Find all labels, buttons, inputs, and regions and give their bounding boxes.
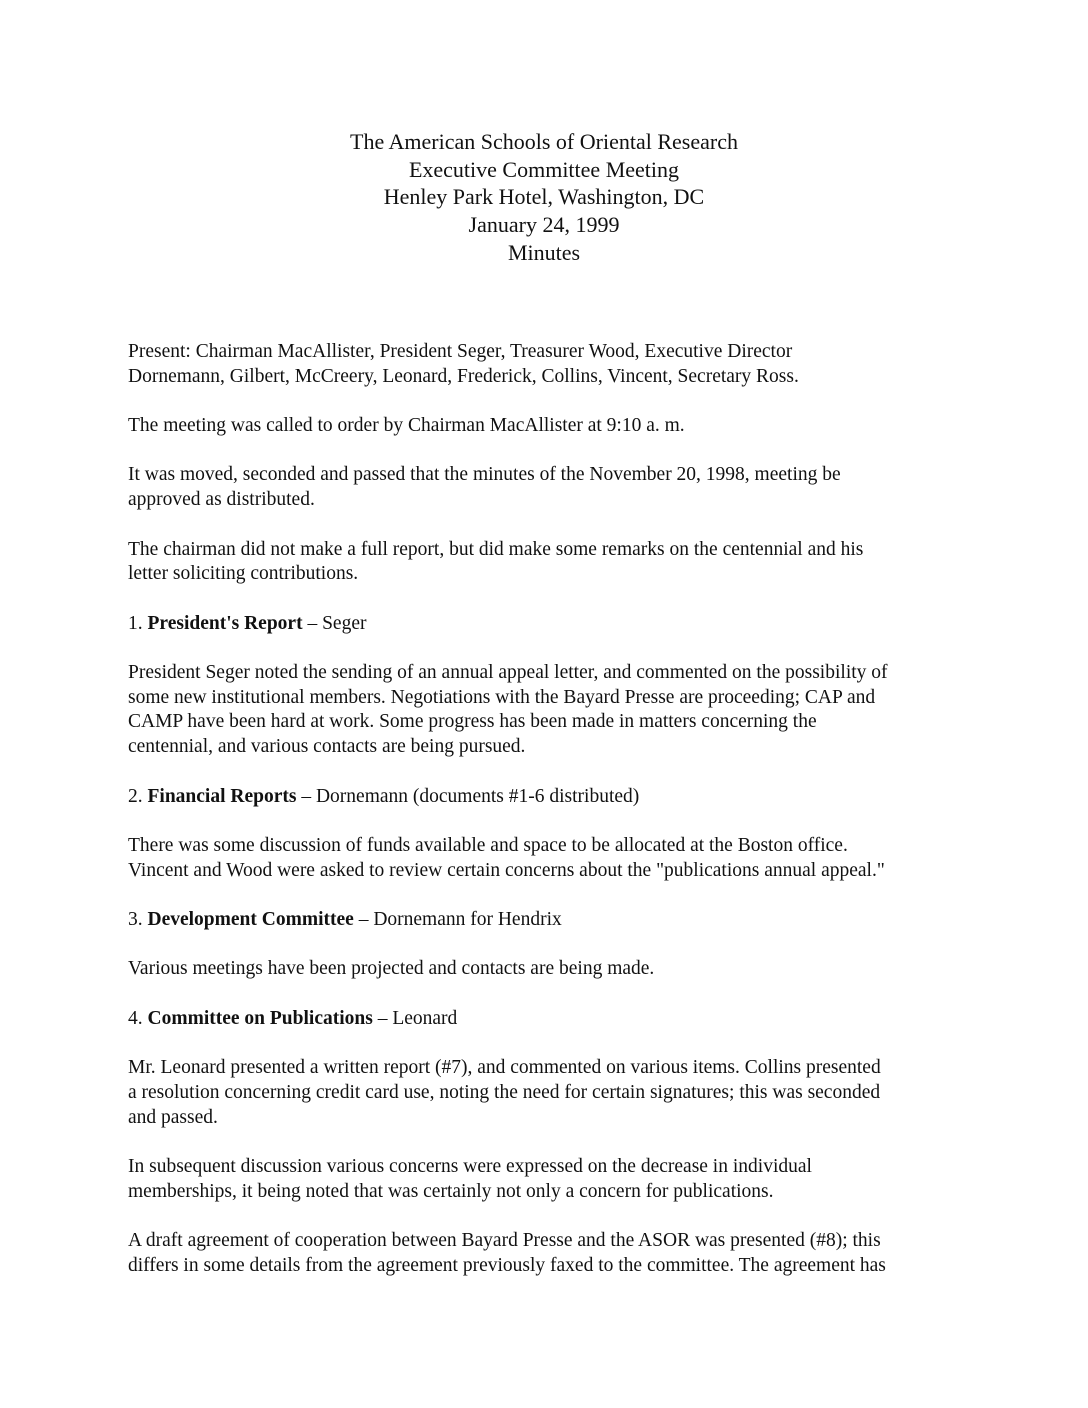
attendance-line: Dornemann, Gilbert, McCreery, Leonard, Frederick, Collins, Vincent, Secretary Ross. (128, 365, 799, 387)
section-heading-committee-on-publications (128, 1007, 973, 1032)
paragraph-line: approved as distributed. (128, 489, 315, 511)
call-to-order-text: The meeting was called to order by Chairman MacAllister at 9:10 a. m. (128, 415, 685, 437)
paragraph-line: In subsequent discussion various concerns were expressed on the decrease in individual (128, 1156, 812, 1178)
development-committee-paragraph (128, 957, 973, 982)
section-heading-financial-reports (128, 785, 973, 810)
section-number: 3. (128, 909, 148, 931)
section-heading-presidents-report (128, 612, 973, 637)
minutes-approval-paragraph (128, 463, 973, 512)
paragraph-line: Various meetings have been projected and contacts are being made. (128, 958, 655, 980)
paragraph-line: differs in some details from the agreement previously faxed to the committee. The agreement has (128, 1254, 886, 1276)
section-reporter: – Leonard (372, 1007, 458, 1029)
section-reporter: – Dornemann (documents #1-6 distributed) (296, 785, 640, 807)
section-title: Committee on Publications (147, 1007, 373, 1029)
financial-reports-paragraph (128, 834, 973, 883)
paragraph-line: a resolution concerning credit card use, noting the need for certain signatures; this was seconded (128, 1081, 881, 1103)
paragraph-line: It was moved, seconded and passed that the minutes of the November 20, 1998, meeting be (128, 464, 841, 486)
meeting-location: Henley Park Hotel, Washington, DC (383, 184, 705, 210)
publications-paragraph (128, 1155, 973, 1204)
attendance-paragraph (128, 340, 973, 389)
paragraph-line: centennial, and various contacts are being pursued. (128, 736, 526, 758)
paragraph-line: President Seger noted the sending of an annual appeal letter, and commented on the possibility of (128, 662, 888, 684)
section-title: President's Report (147, 612, 303, 634)
paragraph-line: memberships, it being noted that was certainly not only a concern for publications. (128, 1180, 774, 1202)
document-body (128, 340, 973, 1303)
paragraph-line: and passed. (128, 1106, 218, 1128)
document-header (0, 128, 1088, 267)
attendance-line: Present: Chairman MacAllister, President Seger, Treasurer Wood, Executive Director (128, 341, 793, 362)
section-reporter: – Dornemann for Hendrix (353, 909, 562, 931)
section-number: 2. (128, 785, 148, 807)
meeting-title: Executive Committee Meeting (408, 156, 680, 182)
paragraph-line: letter soliciting contributions. (128, 563, 359, 585)
section-reporter: – Seger (302, 612, 367, 634)
paragraph-line: A draft agreement of cooperation between Bayard Presse and the ASOR was presented (#8); this (128, 1230, 881, 1252)
publications-paragraph (128, 1056, 973, 1130)
publications-paragraph (128, 1229, 973, 1278)
paragraph-line: Vincent and Wood were asked to review certain concerns about the "publications annual appeal." (128, 859, 885, 881)
presidents-report-paragraph (128, 661, 973, 760)
paragraph-line: Mr. Leonard presented a written report (#7), and commented on various items. Collins presented (128, 1057, 881, 1079)
section-title: Financial Reports (147, 785, 297, 807)
meeting-date: January 24, 1999 (468, 212, 620, 238)
section-number: 1. (128, 612, 148, 634)
section-heading-development-committee (128, 908, 973, 933)
paragraph-line: There was some discussion of funds available and space to be allocated at the Boston office. (128, 834, 848, 856)
document-type: Minutes (507, 239, 581, 265)
call-to-order-paragraph (128, 414, 973, 439)
paragraph-line: The chairman did not make a full report, but did make some remarks on the centennial and his (128, 538, 864, 560)
paragraph-line: some new institutional members. Negotiations with the Bayard Presse are proceeding; CAP and (128, 686, 876, 708)
paragraph-line: CAMP have been hard at work. Some progress has been made in matters concerning the (128, 711, 817, 733)
chairman-remarks-paragraph (128, 538, 973, 587)
section-number: 4. (128, 1007, 148, 1029)
organization-title: The American Schools of Oriental Research (350, 129, 738, 154)
section-title: Development Committee (147, 909, 354, 931)
